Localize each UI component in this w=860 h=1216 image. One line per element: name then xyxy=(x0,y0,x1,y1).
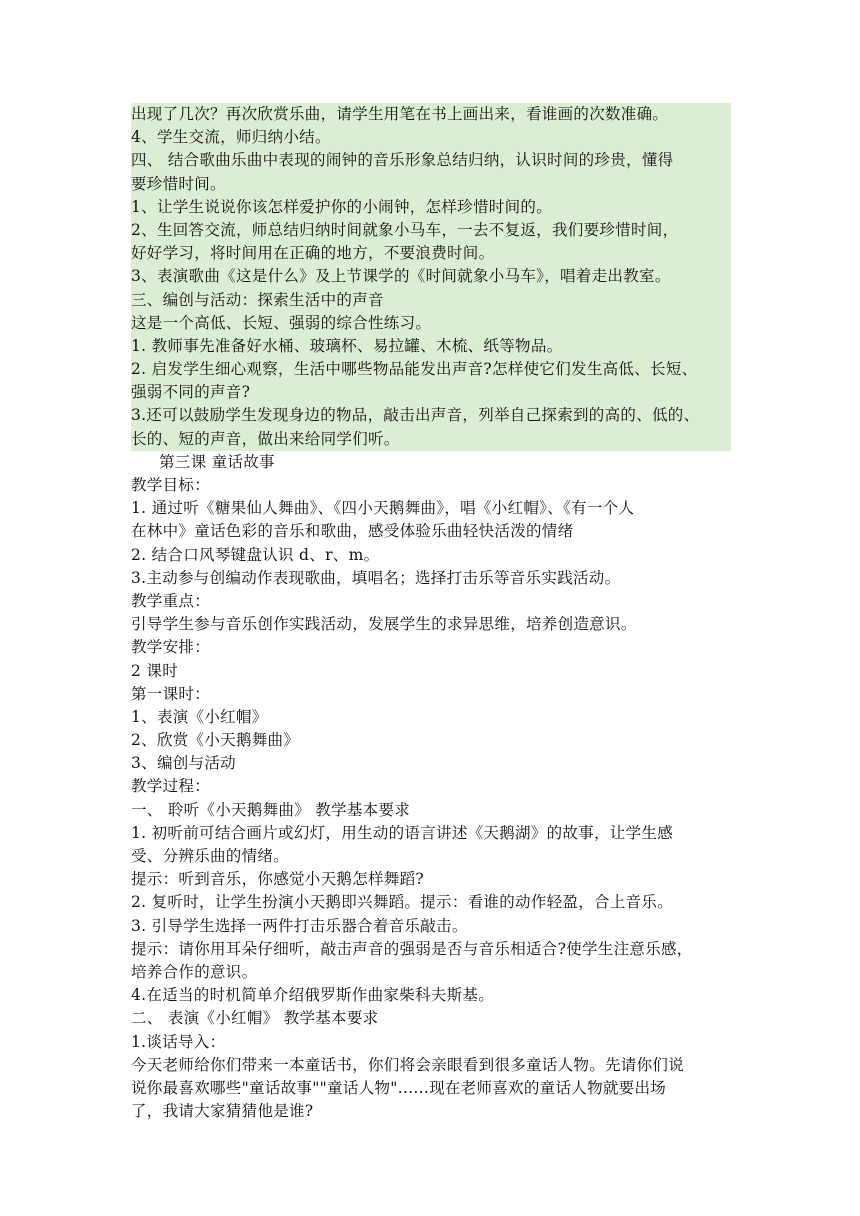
text-line: 1. 通过听《糖果仙人舞曲》、《四小天鹅舞曲》，唱《小红帽》、《有一个人 xyxy=(131,499,635,518)
text-line: 这是一个高低、长短、强弱的综合性练习。 xyxy=(131,313,432,332)
text-line: 2、欣赏《小天鹅舞曲》 xyxy=(131,731,300,750)
text-line: 出现了几次？再次欣赏乐曲，请学生用笔在书上画出来，看谁画的次数准确。 xyxy=(131,105,669,123)
lesson-title: 第三课 童话故事 xyxy=(159,452,275,471)
text-line: 教学目标： xyxy=(131,476,211,494)
text-line: 了，我请大家猜猜他是谁? xyxy=(131,1102,314,1121)
text-line: 3.还可以鼓励学生发现身边的物品，敲击出声音，列举自己探索到的高的、低的、 xyxy=(131,406,700,425)
text-line: 提示：听到音乐，你感觉小天鹅怎样舞蹈? xyxy=(131,870,425,889)
text-line: 说你最喜欢哪些"童话故事""童话人物"......现在老师喜欢的童话人物就要出场 xyxy=(131,1078,667,1097)
text-line: 培养合作的意识。 xyxy=(131,962,258,981)
text-line: 一、 聆听《小天鹅舞曲》 教学基本要求 xyxy=(131,800,411,819)
text-line: 今天老师给你们带来一本童话书，你们将会亲眼看到很多童话人物。先请你们说 xyxy=(131,1055,685,1074)
body-section xyxy=(131,474,731,1123)
text-line: 教学重点： xyxy=(131,591,211,610)
text-line: 2、生回答交流，师总结归纳时间就象小马车，一去不复返，我们要珍惜时间， xyxy=(131,220,679,239)
document-page xyxy=(131,103,731,1123)
text-line: 1. 初听前可结合画片或幻灯，用生动的语言讲述《天鹅湖》的故事，让学生感 xyxy=(131,823,674,842)
text-line: 1、让学生说说你该怎样爱护你的小闹钟，怎样珍惜时间的。 xyxy=(131,197,552,216)
text-line: 1.谈话导入： xyxy=(131,1032,226,1051)
text-line: 1. 教师事先准备好水桶、玻璃杯、易拉罐、木梳、纸等物品。 xyxy=(131,336,563,355)
text-line: 2. 启发学生细心观察，生活中哪些物品能发出声音?怎样使它们发生高低、长短、 xyxy=(131,360,698,379)
text-line: 教学安排： xyxy=(131,638,211,657)
text-line: 二、 表演《小红帽》 教学基本要求 xyxy=(131,1009,379,1028)
text-line: 引导学生参与音乐创作实践活动，发展学生的求异思维，培养创造意识。 xyxy=(131,615,637,634)
text-line: 1、表演《小红帽》 xyxy=(131,707,268,726)
text-line: 教学过程： xyxy=(131,777,211,796)
text-line: 第一课时： xyxy=(131,684,211,703)
text-line: 长的、短的声音，做出来给同学们听。 xyxy=(131,429,400,448)
text-line: 3、编创与活动 xyxy=(131,754,236,773)
text-line: 2. 复听时，让学生扮演小天鹅即兴舞蹈。提示：看谁的动作轻盈，合上音乐。 xyxy=(131,893,674,912)
text-line: 要珍惜时间。 xyxy=(131,174,226,193)
text-line: 3.主动参与创编动作表现歌曲，填唱名；选择打击乐等音乐实践活动。 xyxy=(131,568,621,587)
text-line: 3、表演歌曲《这是什么》及上节课学的《时间就象小马车》，唱着走出教室。 xyxy=(131,267,671,286)
text-line: 提示：请你用耳朵仔细听，敲击声音的强弱是否与音乐相适合?使学生注意乐感， xyxy=(131,939,693,958)
text-line: 2. 结合口风琴键盘认识 d、r、m。 xyxy=(131,545,380,564)
text-line: 好好学习，将时间用在正确的地方，不要浪费时间。 xyxy=(131,244,495,263)
text-line: 2 课时 xyxy=(131,661,178,680)
highlighted-section xyxy=(131,103,731,451)
text-line: 4.在适当的时机简单介绍俄罗斯作曲家柴科夫斯基。 xyxy=(131,986,494,1005)
text-line: 4、学生交流，师归纳小结。 xyxy=(131,128,331,147)
text-line: 在林中》童话色彩的音乐和歌曲，感受体验乐曲轻快活泼的情绪 xyxy=(131,522,574,541)
text-line: 强弱不同的声音? xyxy=(131,383,251,402)
text-line: 三、编创与活动：探索生活中的声音 xyxy=(131,290,384,309)
text-line: 受、分辨乐曲的情绪。 xyxy=(131,847,290,865)
text-line: 四、 结合歌曲乐曲中表现的闹钟的音乐形象总结归纳，认识时间的珍贵，懂得 xyxy=(131,151,674,170)
text-line: 3. 引导学生选择一两件打击乐器合着音乐敲击。 xyxy=(131,916,468,935)
